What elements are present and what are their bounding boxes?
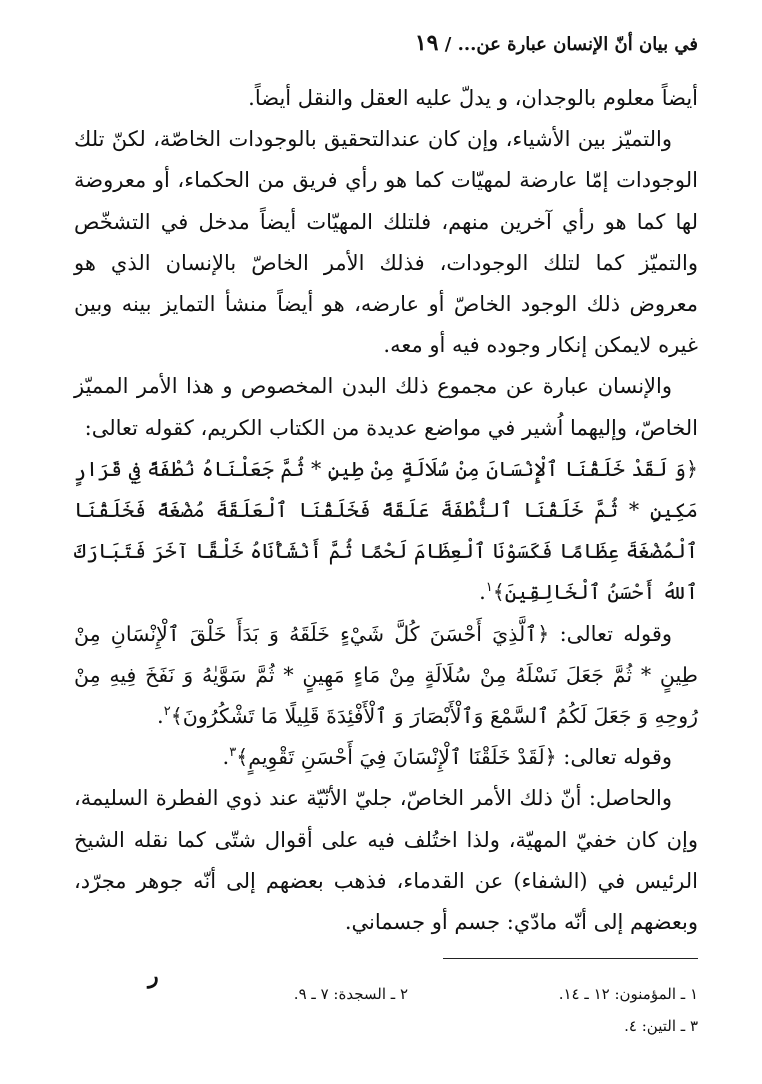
header-title: في بيان أنّ الإنسان عبارة عن... bbox=[457, 34, 698, 55]
footnote-divider bbox=[443, 958, 698, 959]
footnote-ref: ٣ bbox=[229, 745, 237, 761]
paragraph: أيضاً معلوم بالوجدان، و يدلّ عليه العقل والنقل أيضاً. bbox=[248, 86, 698, 110]
paragraph: والحاصل: أنّ ذلك الأمر الخاصّ، جليّ الأنّيّة عند ذوي الفطرة السليمة، وإن كان خفيّ المهيّة، ولذا اختُلف فيه على أقوال شتّى كما نقله الشيخ الرئيس في (الشفاء) عن القدماء، فذهب بعضهم إلى أنّه جوهر مجرّد، وبعضهم إلى أنّه مادّي: جسم أو جسماني. bbox=[74, 786, 698, 935]
quran-verse: ﴿لَقَدْ خَلَقْنَا ٱلْإِنْسَانَ فِيَ أَحْسَنِ تَقْوِيمٍ﴾ bbox=[236, 745, 557, 770]
footnote-ref: ٢ bbox=[163, 704, 171, 720]
running-header bbox=[72, 30, 698, 56]
paragraph: والإنسان عبارة عن مجموع ذلك البدن المخصوص و هذا الأمر المميّز الخاصّ، وإليهما اُشير في مواضع عديدة من الكتاب الكريم، كقوله تعالى: bbox=[74, 374, 698, 440]
paragraph: وقوله تعالى: ﴿ٱلَّذِيَ أَحْسَنَ كُلَّ شَيْءٍ خَلَقَهُ وَ بَدَأَ خَلْقَ ٱلْإِنْسَانِ مِنْ طِينٍ * ثُمَّ جَعَلَ نَسْلَهُ مِنْ سُلَالَةٍ مِنْ مَاءٍ مَهِينٍ * ثُمَّ سَوَّيٰهُ وَ نَفَخَ فِيهِ مِنْ رُوحِهِ وَ جَعَلَ لَكُمُ ٱلسَّمْعَ وَٱلْأَبْصَارَ وَ ٱلْأَفْئِدَةَ قَلِيلًا مَا تَشْكُرُونَ﴾$^٢$. bbox=[74, 621, 698, 729]
quran-verse-block: ﴿وَ لَقَدْ خَلَقْنَا ٱلْإِنْسَانَ مِنْ سُلَالَةٍ مِنْ طِينٍ * ثُمَّ جَعَلْنَاهُ نُطْفَةً فِي قَرَارٍ مَكِينٍ * ثُمَّ خَلَقْنَا ٱلنُّطْفَةَ عَلَقَةً فَخَلَقْنَا ٱلْعَلَقَةَ مُضْغَةً فَخَلَقْنَا ٱلْمُضْغَةَ عِظَامًا فَكَسَوْنَا ٱلْعِظَامَ لَحْمًا ثُمَّ أَنْشَأْنَاهُ خَلْقًا آخَرَ فَتَبَارَكَ ٱللهُ أَحْسَنُ ٱلْخَالِقِينَ﴾$^١$. bbox=[74, 456, 698, 605]
footnote: ٢ ـ السجدة: ٧ ـ ٩. bbox=[293, 985, 408, 1003]
signature-mark: ر bbox=[148, 963, 159, 989]
page-number: ١٩ bbox=[414, 30, 439, 56]
footnote-ref: ١ bbox=[485, 580, 493, 596]
paragraph: والتميّز بين الأشياء، وإن كان عندالتحقيق بالوجودات الخاصّة، لكنّ تلك الوجودات إمّا عارضة لمهيّات كما هو رأي فريق من الحكماء، أو معروضة لها كما هو رأي آخرين منهم، فلتلك المهيّات أيضاً مدخل في التشخّص والتميّز كما لتلك الوجودات، فذلك الأمر الخاصّ بالإنسان الذي هو معروض ذلك الوجود الخاصّ أو عارضه، هو أيضاً منشأ التمايز بينه وبين غيره لايمكن إنكار وجوده فيه أو معه. bbox=[74, 127, 698, 358]
footnote-row bbox=[74, 1010, 698, 1042]
footnote-row bbox=[74, 978, 698, 1010]
header-separator: / bbox=[444, 34, 452, 55]
paragraph: وقوله تعالى: ﴿لَقَدْ خَلَقْنَا ٱلْإِنْسَانَ فِيَ أَحْسَنِ تَقْوِيمٍ﴾$^٣$. bbox=[222, 745, 672, 770]
quran-verse: ﴿ٱلَّذِيَ أَحْسَنَ كُلَّ شَيْءٍ خَلَقَهُ وَ بَدَأَ خَلْقَ ٱلْإِنْسَانِ مِنْ طِينٍ * ثُمَّ جَعَلَ نَسْلَهُ مِنْ سُلَالَةٍ مِنْ مَاءٍ مَهِينٍ * ثُمَّ سَوَّيٰهُ وَ نَفَخَ فِيهِ مِنْ رُوحِهِ وَ جَعَلَ لَكُمُ ٱلسَّمْعَ وَٱلْأَبْصَارَ وَ ٱلْأَفْئِدَةَ قَلِيلًا مَا تَشْكُرُونَ﴾ bbox=[74, 621, 698, 729]
footnotes bbox=[74, 978, 698, 1042]
verse-intro: وقوله تعالى: bbox=[559, 621, 672, 646]
body-text bbox=[74, 78, 698, 943]
footnote: ١ ـ المؤمنون: ١٢ ـ ١٤. bbox=[558, 985, 698, 1003]
footnote: ٣ ـ التين: ٤. bbox=[624, 1017, 698, 1035]
verse-intro: وقوله تعالى: bbox=[563, 745, 672, 770]
quran-verse: ﴿وَ لَقَدْ خَلَقْنَا ٱلْإِنْسَانَ مِنْ سُلَالَةٍ مِنْ طِينٍ * ثُمَّ جَعَلْنَاهُ نُطْفَةً فِي قَرَارٍ مَكِينٍ * ثُمَّ خَلَقْنَا ٱلنُّطْفَةَ عَلَقَةً فَخَلَقْنَا ٱلْعَلَقَةَ مُضْغَةً فَخَلَقْنَا ٱلْمُضْغَةَ عِظَامًا فَكَسَوْنَا ٱلْعِظَامَ لَحْمًا ثُمَّ أَنْشَأْنَاهُ خَلْقًا آخَرَ فَتَبَارَكَ ٱللهُ أَحْسَنُ ٱلْخَالِقِينَ﴾ bbox=[74, 456, 698, 605]
